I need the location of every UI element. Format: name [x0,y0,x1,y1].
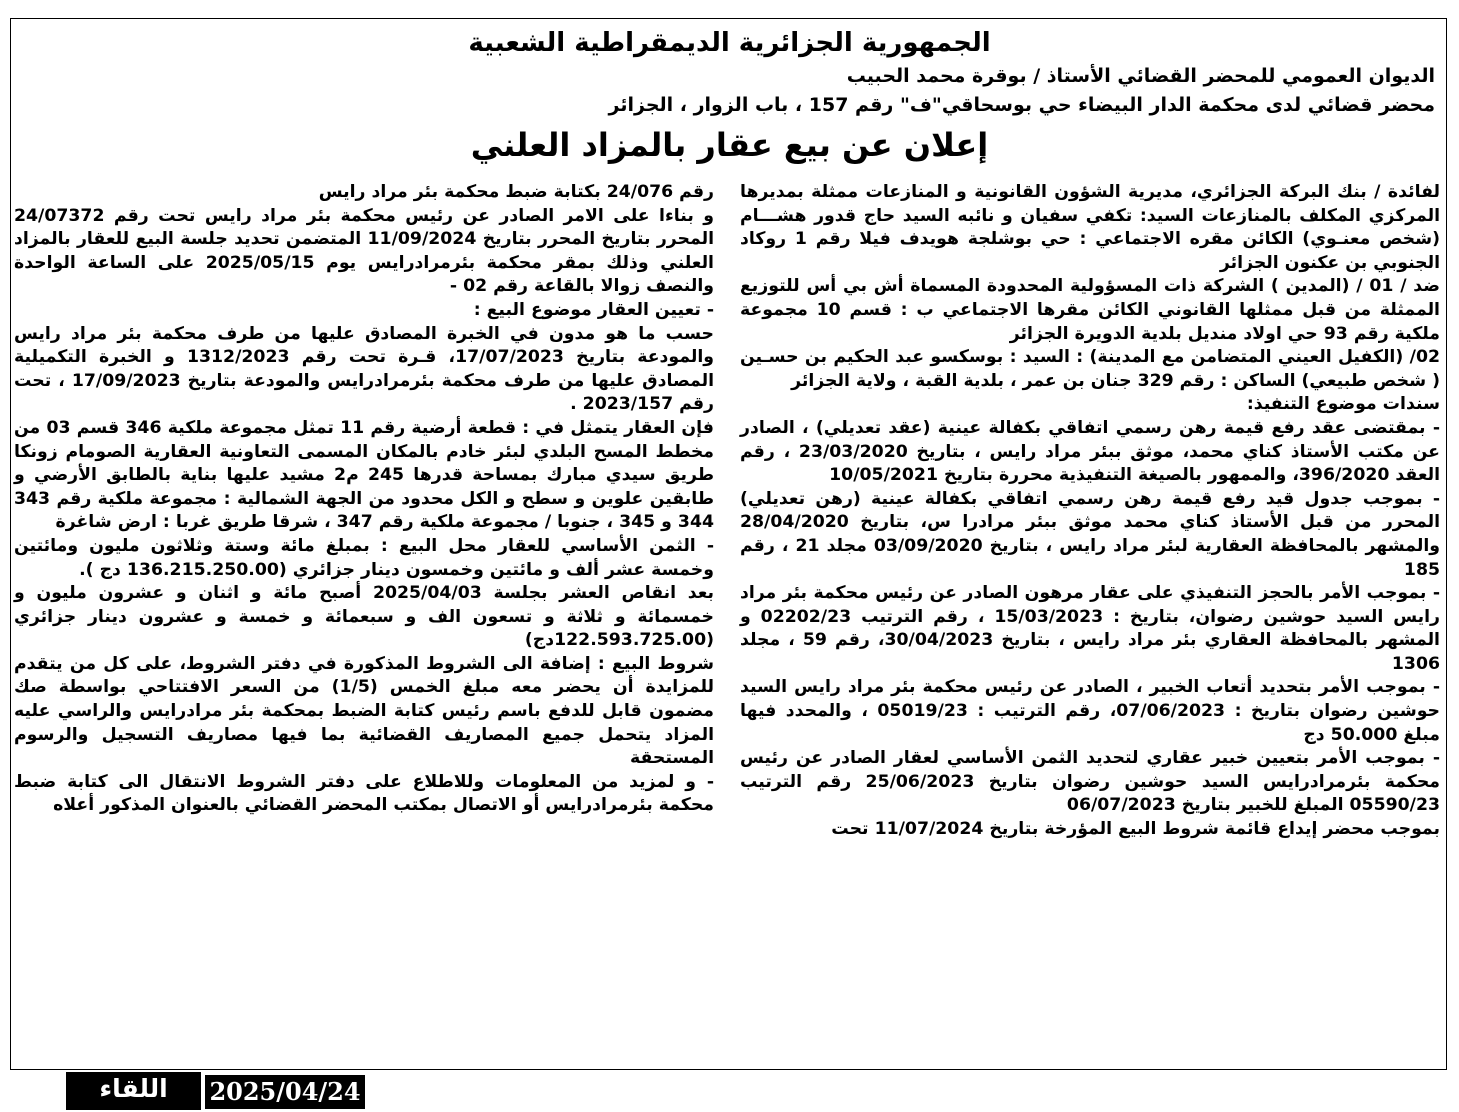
sale-session-paragraph: و بناءا على الامر الصادر عن رئيس محكمة بئر مراد رايس تحت رقم 24/07372 المحرر بتاريخ المحرر بتاريخ 11/09/2024 المتضمن تحديد جلسة البيع للعقار بالمزاد العلني وذلك بمقر محكمة بئرمرادرايس يوم 2025/05/15 على الساعة الواحدة والنصف زوالا بالقاعة رقم 02 - [14,205,715,297]
newspaper-name-badge: اللقاء [66,1072,201,1110]
publication-date-badge: 2025/04/24 [205,1075,365,1109]
title-item: - بموجب الأمر بتحديد أتعاب الخبير ، الصادر عن رئيس محكمة بئر مراد رايس السيد حوشين رضوان بتاريخ : 07/06/2023، رقم الترتيب : 05019/23 ، والمحدد فيها مبلغ 50.000 دج [740,677,1440,745]
property-description-paragraph: فإن العقار يتمثل في : قطعة أرضية رقم 11 تمثل مجموعة ملكية 346 قسم 03 من مخطط المسح البلدي لبئر خادم بالمكان المسمى التعاونية العقارية الصومام زونكا طريق سيدي مبارك بمساحة قدرها 245 م2 مشيد عليها بناية بالطابق الأرضي و طابقين علوين و سطح و الكل محدود من الجهة الشمالية : مجموعة ملكية رقم 343 344 و 345 ، جنوبا / مجموعة ملكية رقم 347 ، شرقا طريق غربا : ارض شاغرة [14,417,715,533]
continuation-paragraph: رقم 24/076 بكتابة ضبط محكمة بئر مراد رايس [318,182,714,202]
base-price-paragraph: - الثمن الأساسي للعقار محل البيع : بمبلغ مائة وستة وثلاثون مليون ومائتين وخمسة عشر ألف و مائتين وخمسون دينار جزائري (136.215.250.00 دج ). [14,535,714,580]
property-heading: - تعيين العقار موضوع البيع : [473,299,714,320]
reduced-price-paragraph: بعد انقاص العشر بجلسة 2025/04/03 أصبح مائة و اثنان و عشرون مليون و خمسمائة و ثلاثة و تسعون الف و سبعمائة و خمسة و عشرون دينار جزائري (122.593.725.00دج) [14,583,714,651]
information-paragraph: - و لمزيد من المعلومات وللاطلاع على دفتر الشروط الانتقال الى كتابة ضبط محكمة بئرمرادرايس أو الاتصال بمكتب المحضر القضائي بالعنوان المذكور أعلاه [14,771,714,816]
announcement-title: إعلان عن بيع عقار بالمزاد العلني [470,126,989,164]
debtor-paragraph: ضد / 01 / (المدين ) الشركة ذات المسؤولية المحدودة المسماة أش بي أس للتوزيع الممثلة من قبل ممثلها القانوني الكائن مقرها الاجتماعي ب : قسم 10 مجموعة ملكية رقم 93 حي اولاد منديل بلدية الدويرة الجزائر [740,276,1440,344]
left-column [14,181,714,818]
republic-heading: الجمهورية الجزائرية الديمقراطية الشعبية [468,28,991,58]
title-item: - بمقتضى عقد رفع قيمة رهن رسمي اتفاقي بكفالة عينية (عقد تعديلي) ، الصادر عن مكتب الأستاذ كناي محمد، موثق ببئر مراد رايس ، بتاريخ 23/03/2020 ، رقم العقد 396/2020، والممهور بالصيغة التنفيذية محررة بتاريخ 10/05/2021 [740,417,1440,486]
title-item: بموجب محضر إيداع قائمة شروط البيع المؤرخة بتاريخ 11/07/2024 تحت [831,819,1440,840]
beneficiary-paragraph: لفائدة / بنك البركة الجزائري، مديرية الشؤون القانونية و المنازعات ممثلة بمديرها المركزي المكلف بالمنازعات السيد: تكفي سفيان و نائبه السيد حاج قدور هشـــام (شخص معنـوي) الكائن مقره الاجتماعي : حي بوشلجة هويدف فيلا رقم 1 روكاد الجنوبي بن عكنون الجزائر [740,182,1440,273]
bailiff-office-line: الديوان العمومي للمحضر القضائي الأستاذ / بوقرة محمد الحبيب [846,65,1435,87]
title-item: - بموجب جدول قيد رفع قيمة رهن رسمي اتفاقي بكفالة عينية (رهن تعديلي) المحرر من قبل الأستاذ كناي محمد موثق ببئر مرادرا س، بتاريخ 28/04/2020 والمشهر بالمحافظة العقارية لبئر مراد رايس ، بتاريخ 03/09/2020 مجلد 21 ، رقم 185 [740,488,1440,580]
guarantor-paragraph: 02/ (الكفيل العيني المتضامن مع المدينة) : السيد : بوسكسو عبد الحكيم بن حسـين ( شخص طبيعي) الساكن : رقم 329 جنان بن عمر ، بلدية القبة ، ولاية الجزائر [740,347,1440,391]
right-column [740,181,1440,842]
sale-conditions-paragraph: شروط البيع : إضافة الى الشروط المذكورة في دفتر الشروط، على كل من يتقدم للمزايدة أن يحضر معه مبلغ الخمس (1/5) من السعر الافتتاحي بواسطة صك مضمون قابل للدفع باسم رئيس كتابة الضبط بمحكمة بئر مرادرايس والراسي عليه المزاد يتحمل جميع المصاريف القضائية بما فيها مصاريف التسجيل والرسوم المستحقة [14,653,714,769]
title-item: - بموجب الأمر بتعيين خبير عقاري لتحديد الثمن الأساسي لعقار الصادر عن رئيس محكمة بئرمرادرايس السيد حوشين رضوان بتاريخ 25/06/2023 رقم الترتيب 05590/23 المبلغ للخبير بتاريخ 06/07/2023 [740,748,1440,816]
titles-heading: سندات موضوع التنفيذ: [1246,394,1440,415]
title-item: - بموجب الأمر بالحجز التنفيذي على عقار مرهون الصادر عن رئيس محكمة بئر مراد رايس السيد حوشين رضوان، بتاريخ : 15/03/2023 ، رقم الترتيب 02202/23 و المشهر بالمحافظة العقاري بئر مراد رايس ، بتاريخ 30/04/2023، رقم 59 ، مجلد 1306 [740,583,1440,674]
bailiff-address-line: محضر قضائي لدى محكمة الدار البيضاء حي بوسحاقي"ف" رقم 157 ، باب الزوار ، الجزائر [608,94,1435,116]
announcement-header [20,24,1439,168]
expertise-paragraph: حسب ما هو مدون في الخبرة المصادق عليها من طرف محكمة بئر مراد رايس والمودعة بتاريخ 17/07/2023، قـرة تحت رقم 1312/2023 و الخبرة التكميلية المصادق عليها من طرف محكمة بئرمرادرايس والمودعة بتاريخ 17/09/2023 ، تحت رقم 2023/157 . [14,323,714,415]
